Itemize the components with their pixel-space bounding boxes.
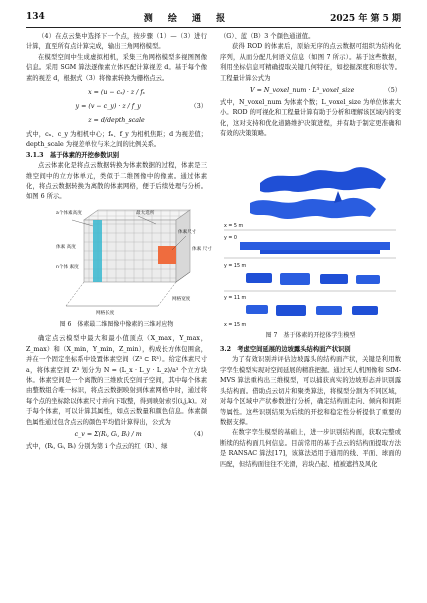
cross-section-1 (246, 273, 380, 285)
paragraph: 式中，(Rᵢ, Gᵢ, Bᵢ) 分别为第 i 个点云的红（R）、绿 (26, 442, 168, 450)
fig6-label-h: 网格宽度 (172, 296, 191, 302)
paragraph: 为了有效识别并评估边坡露头的结构面产状，关键是利用数字孪生模型实现对空间延展的精准把握。通过无人机图像和 SfM-MVS 算法重构出三维模型，可以捕获真实的边坡形态并识别露头结构面。借助点云切片和聚类算法，将模型分割为不同区域，对每个区域中产状参数进行分析，确定结构面走向、倾向和间距等属性。这些识别结果为后续的开挖和稳定性分析提供了重要的数据支撑。 (220, 356, 401, 426)
fig7-axis-label: x = 15 m (224, 322, 247, 328)
fig7-axis-label: y = 0 (224, 235, 237, 241)
figure-7-caption: 图 7 基于体素的开挖体学生模型 (265, 331, 356, 339)
paragraph: 式中，N_voxel_num 为体素个数；L_voxel_size 为单位体素大小。ROD 的可视化和工程量计算有助于分析和理解该区域内的变化，这对支持和优化道路维护决策进程，并有助于制定更准确和有效的决策策略。 (220, 99, 401, 138)
equation-line: V = N_voxel_num · L³_voxel_size (250, 86, 355, 94)
equation-line: x = (u − cₓ) · z / fₓ (88, 88, 145, 96)
header-rule (26, 27, 401, 28)
voxel-model-3d (250, 167, 386, 219)
fig7-axis-label: y = 15 m (224, 263, 247, 269)
equation-line: c_v = Σ(Rᵢ, Gᵢ, Bᵢ) / m (74, 430, 142, 438)
paragraph: 在模型空间中生成虚拟相机，采集三角网格模型多视图图像信息。采用 SGM 算法逐像素立体匹配计算视差 d。基于每个像素的视差 d，根据式（3）将像素转换为栅格点云。 (26, 53, 207, 82)
figure-6-voxel-diagram (26, 206, 212, 318)
section-heading: 3.2 考虑空间延展的边坡露头结构面产状识别 (220, 346, 351, 354)
equation-line: z = d/depth_scale (88, 116, 145, 124)
fig6-label-b: 最大选所 (136, 210, 155, 216)
equation-number: （3） (190, 102, 207, 110)
cross-section-2 (246, 305, 378, 316)
section-heading: 3.1.3 基于体素的开挖参数识别 (26, 151, 120, 159)
equation-number: （5） (384, 86, 401, 94)
equation-5 (220, 84, 401, 98)
journal-name: 测 绘 通 报 (143, 13, 232, 24)
page-header (26, 10, 401, 24)
paragraph: （4）在点云集中选择下一个点，按步骤（1）—（3）进行计算，直至所有点计算完成，输出三角网格模型。 (26, 33, 207, 51)
equation-3 (26, 86, 207, 128)
issue-info: 2025 年 第 5 期 (330, 13, 401, 24)
paragraph: 式中，cₓ、c_y 为相机中心；fₓ、f_y 为相机焦距；d 为视差值；depth_scale 为视差单位与米之间的比例关系。 (26, 131, 207, 149)
fig7-axis-label: x = 5 m (224, 223, 244, 229)
fig6-label-a: a个体素高度 (56, 210, 82, 216)
left-column (26, 32, 212, 452)
figure-6-caption: 图 6 体素最二维图像中像素的三维对应物 (59, 320, 174, 328)
paragraph: （G）、蓝（B）3 个颜色通道值。 (220, 33, 315, 40)
profile-strip (240, 242, 390, 254)
figure-7-voxel-model (220, 143, 401, 329)
fig6-label-e: 体素 尺寸 (192, 246, 212, 252)
paragraph: 点云体素化是将点云数据转换为体素数据的过程，体素是三维空间中的立方体单元，类似于二维图像中的像素。通过体素化，将点云数据转换为离散的体素网格，便于后续处理与分析。如图 6 所示。 (26, 162, 207, 201)
fig7-axis-label: y = 11 m (224, 295, 247, 301)
page-number: 134 (26, 12, 45, 22)
fig6-label-g: 网格长度 (96, 310, 115, 316)
equation-line: y = (v − c_y) · z / f_y (75, 102, 141, 110)
equation-number: （4） (190, 430, 207, 438)
equation-4 (26, 428, 207, 442)
paragraph: 在数字孪生模型的基础上，进一步识别结构面，获取完整或断续的结构面几何信息。目前常用的基于点云的结构面提取方法是 RANSAC 算法[17]，该算法适用于通用的线、平面、球面的匹配，但结构面往往不光滑，岩块凸起、植被遮挡及风化 (220, 429, 401, 468)
paragraph: 获得 ROD 的体素后，原始无序的点云数据可组织为结构化序列，从而分配几何语义信息（如图 7 所示）。基于这些数据，利用坐标信息可精确提取关键几何特征，如挖掘深度和形状等。工程量计算公式为 (220, 43, 401, 82)
fig6-label-c: 体素尺寸 (178, 229, 197, 235)
fig6-label-d: 体素 高度 (56, 244, 76, 250)
fig6-label-f: n个体 素度 (56, 264, 79, 270)
paragraph: 确定点云模型中最大和最小值顶点（X_max，Y_max，Z_max）和（X_min，Y_min，Z_min），构成长方体包围盒，并在一个固定坐标系中设置体素空间（Z³ ⊂ R³）。给定体素尺寸 a，将体素空间 Z³ 划分为 N = (L_x · L_y · L_z)/a³ 个立方块体。体素空间是一个离散的三维欧氏空间子空间，其中每个体素由整数组合唯一标识，将点云数据映射到体素网格中时，通过将每个点的坐标除以体素尺寸并向下取整，得到映射索引(i,j,k)。对于每个体素，可以计算其属性，如点云数量和颜色信息。体素颜色属性通过包含点云的颜色平均值计算得出，公式为 (26, 335, 207, 426)
right-column (220, 32, 401, 470)
